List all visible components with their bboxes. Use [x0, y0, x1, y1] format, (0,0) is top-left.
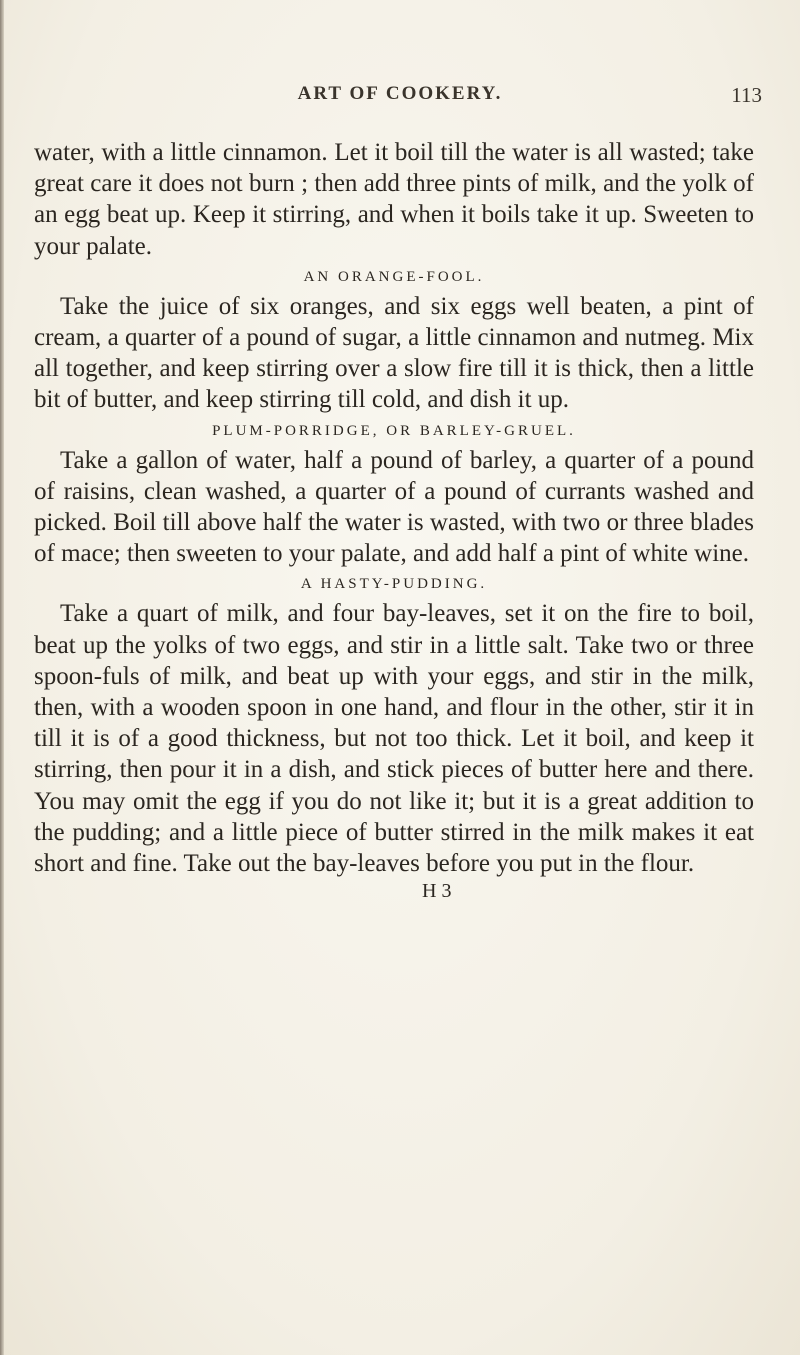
recipe-title-hasty-pudding: A HASTY-PUDDING.: [300, 576, 488, 593]
recipe-title-orange-fool: AN ORANGE-FOOL.: [303, 268, 485, 285]
page-body: [34, 137, 754, 903]
running-title: ART OF COOKERY.: [297, 83, 503, 104]
page-edge-shadow: [0, 0, 4, 1355]
recipe-text-plum-porridge: Take a gallon of water, half a pound of barley, a quarter of a pound of raisins, clean washed, a quarter of a pound of currants washed and picked. Boil till above half the water is wasted, with two or three blades of mace; then sweeten to your palate, and add half a pint of white wine.: [34, 446, 754, 568]
recipe-text-hasty-pudding: Take a quart of milk, and four bay-leaves, set it on the fire to boil, beat up the yolks of two eggs, and stir in a little salt. Take two or three spoon-fuls of milk, and beat up with your eggs, and stir in the milk, then, with a wooden spoon in one hand, and flour in the other, stir it in till it is of a good thickness, but not too thick. Let it boil, and keep it stirring, then pour it in a dish, and stick pieces of butter here and there. You may omit the egg if you do not like it; but it is a great addition to the pudding; and a little piece of butter stirred in the milk makes it eat short and fine. Take out the bay-leaves before you put in the flour.: [34, 600, 754, 878]
page-number: 113: [731, 83, 762, 107]
running-head: [30, 83, 770, 113]
recipe-title-plum-porridge: PLUM-PORRIDGE, OR BARLEY-GRUEL.: [212, 422, 576, 439]
signature-mark: H 3: [422, 880, 452, 903]
intro-paragraph: water, with a little cinnamon. Let it boil till the water is all wasted; take great care it does not burn ; then add three pints of milk, and the yolk of an egg beat up. Keep it stirring, and when it boils take it up. Sweeten to your palate.: [34, 139, 754, 260]
recipe-text-orange-fool: Take the juice of six oranges, and six eggs well beaten, a pint of cream, a quarter of a pound of sugar, a little cinnamon and nutmeg. Mix all together, and keep stirring over a slow fire till it is thick, then a little bit of butter, and keep stirring till cold, and dish it up.: [34, 292, 754, 414]
